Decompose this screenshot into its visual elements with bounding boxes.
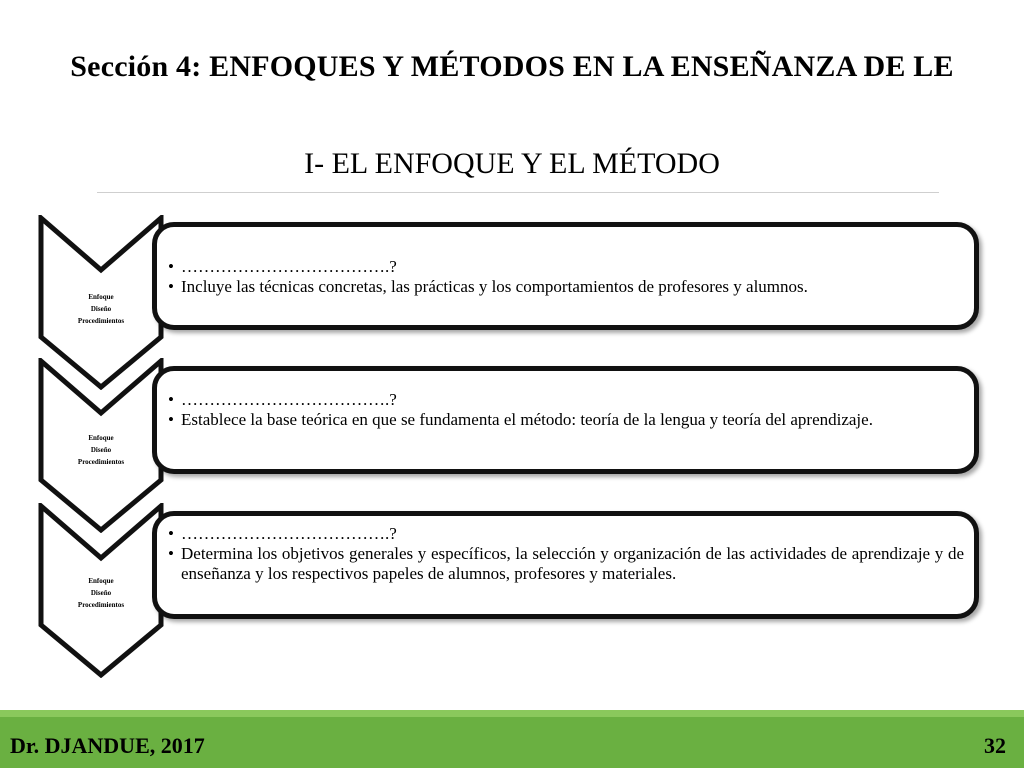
divider-line <box>97 192 939 193</box>
chevron-label-diseno: Diseño <box>90 305 112 313</box>
slide-title: Sección 4: ENFOQUES Y MÉTODOS EN LA ENSEÑANZA DE LE <box>70 50 954 83</box>
page-number: 32 <box>984 733 1006 758</box>
chevron-3-labels <box>38 575 164 611</box>
chevron-label-enfoque: Enfoque <box>88 293 114 301</box>
section-1-text: • Incluye las técnicas concretas, las prácticas y los comportamientos de profesores y alumnos. <box>181 277 964 297</box>
chevron-label-procedimientos: Procedimientos <box>77 601 125 609</box>
section-3-blank: • ……………………………….? <box>181 524 964 544</box>
chevron-label-enfoque: Enfoque <box>88 434 114 442</box>
chevron-2-labels <box>38 432 164 468</box>
chevron-label-enfoque: Enfoque <box>88 577 114 585</box>
chevron-1-labels <box>38 291 164 327</box>
slide-subtitle: I- EL ENFOQUE Y EL MÉTODO <box>304 147 720 180</box>
footer-author: Dr. DJANDUE, 2017 <box>10 733 205 758</box>
section-3-text: • Determina los objetivos generales y específicos, la selección y organización de las actividades de aprendizaje y de enseñanza y los respectivos papeles de alumnos, profesores y materiales. <box>181 544 964 584</box>
section-1-blank: • ……………………………….? <box>181 257 964 277</box>
chevron-label-procedimientos: Procedimientos <box>77 458 125 466</box>
footer-stripe <box>0 710 1024 717</box>
chevron-label-diseno: Diseño <box>90 589 112 597</box>
section-2-text: • Establece la base teórica en que se fundamenta el método: teoría de la lengua y teoría del aprendizaje. <box>181 410 964 430</box>
section-box-2 <box>152 366 979 474</box>
chevron-3 <box>38 503 164 678</box>
section-box-3 <box>152 511 979 619</box>
section-box-1 <box>152 222 979 330</box>
chevron-label-procedimientos: Procedimientos <box>77 317 125 325</box>
chevron-label-diseno: Diseño <box>90 446 112 454</box>
section-2-blank: • ……………………………….? <box>181 390 964 410</box>
